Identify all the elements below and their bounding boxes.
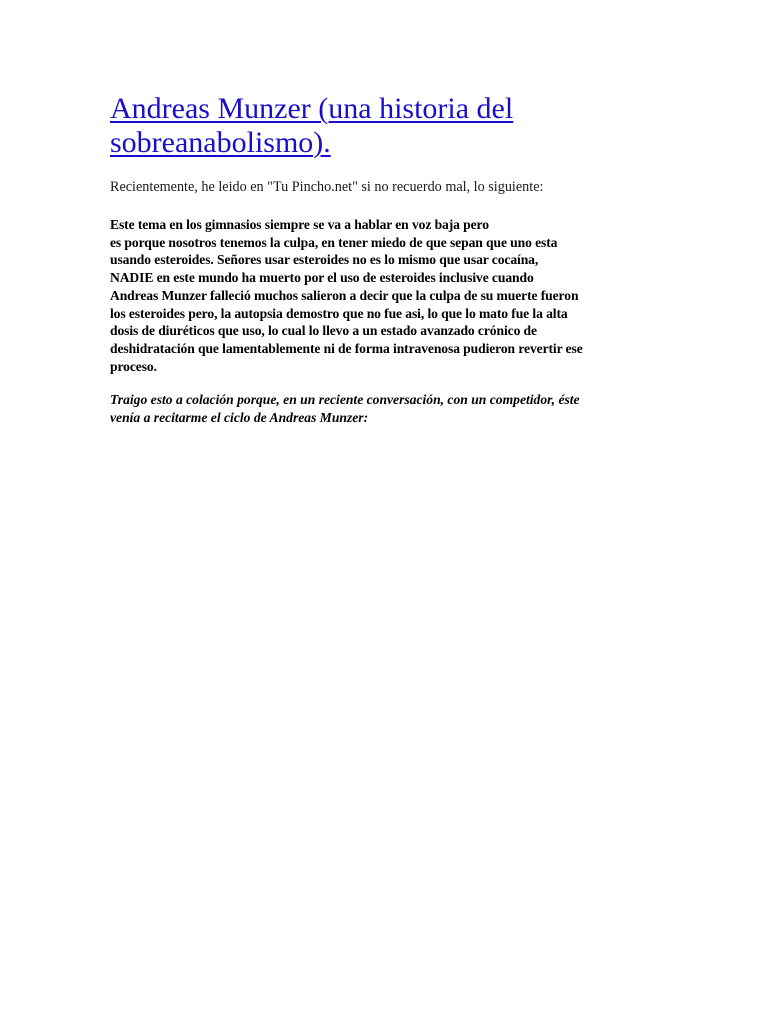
quote-line: NADIE en este mundo ha muerto por el uso de esteroides inclusive cuando bbox=[110, 270, 534, 286]
page-title bbox=[110, 92, 670, 160]
quote-line: proceso. bbox=[110, 358, 157, 374]
intro-paragraph: Recientemente, he leido en "Tu Pincho.net" si no recuerdo mal, lo siguiente: bbox=[110, 179, 544, 195]
title-link[interactable] bbox=[110, 92, 513, 159]
quote-line: deshidratación que lamentablemente ni de forma intravenosa pudieron revertir ese bbox=[110, 340, 583, 356]
quote-line: los esteroides pero, la autopsia demostro que no fue asi, lo que lo mato fue la alta bbox=[110, 305, 568, 321]
closing-line: venía a recitarme el ciclo de Andreas Munzer: bbox=[110, 410, 369, 426]
closing-paragraph bbox=[110, 391, 670, 427]
quote-line: usando esteroides. Señores usar esteroides no es lo mismo que usar cocaína, bbox=[110, 252, 539, 268]
quote-line: Este tema en los gimnasios siempre se va a hablar en voz baja pero bbox=[110, 217, 489, 232]
quote-line: es porque nosotros tenemos la culpa, en tener miedo de que sepan que uno esta bbox=[110, 234, 558, 250]
quote-line: dosis de diuréticos que uso, lo cual lo llevo a un estado avanzado crónico de bbox=[110, 323, 537, 339]
title-line-1: Andreas Munzer (una historia del bbox=[110, 92, 514, 125]
document-page bbox=[110, 92, 670, 427]
title-line-2: sobreanabolismo). bbox=[110, 126, 331, 159]
quoted-paragraph bbox=[110, 216, 670, 375]
closing-line: Traigo esto a colación porque, en un reciente conversación, con un competidor, éste bbox=[110, 392, 580, 408]
quote-line: Andreas Munzer falleció muchos salieron a decir que la culpa de su muerte fueron bbox=[110, 287, 579, 303]
